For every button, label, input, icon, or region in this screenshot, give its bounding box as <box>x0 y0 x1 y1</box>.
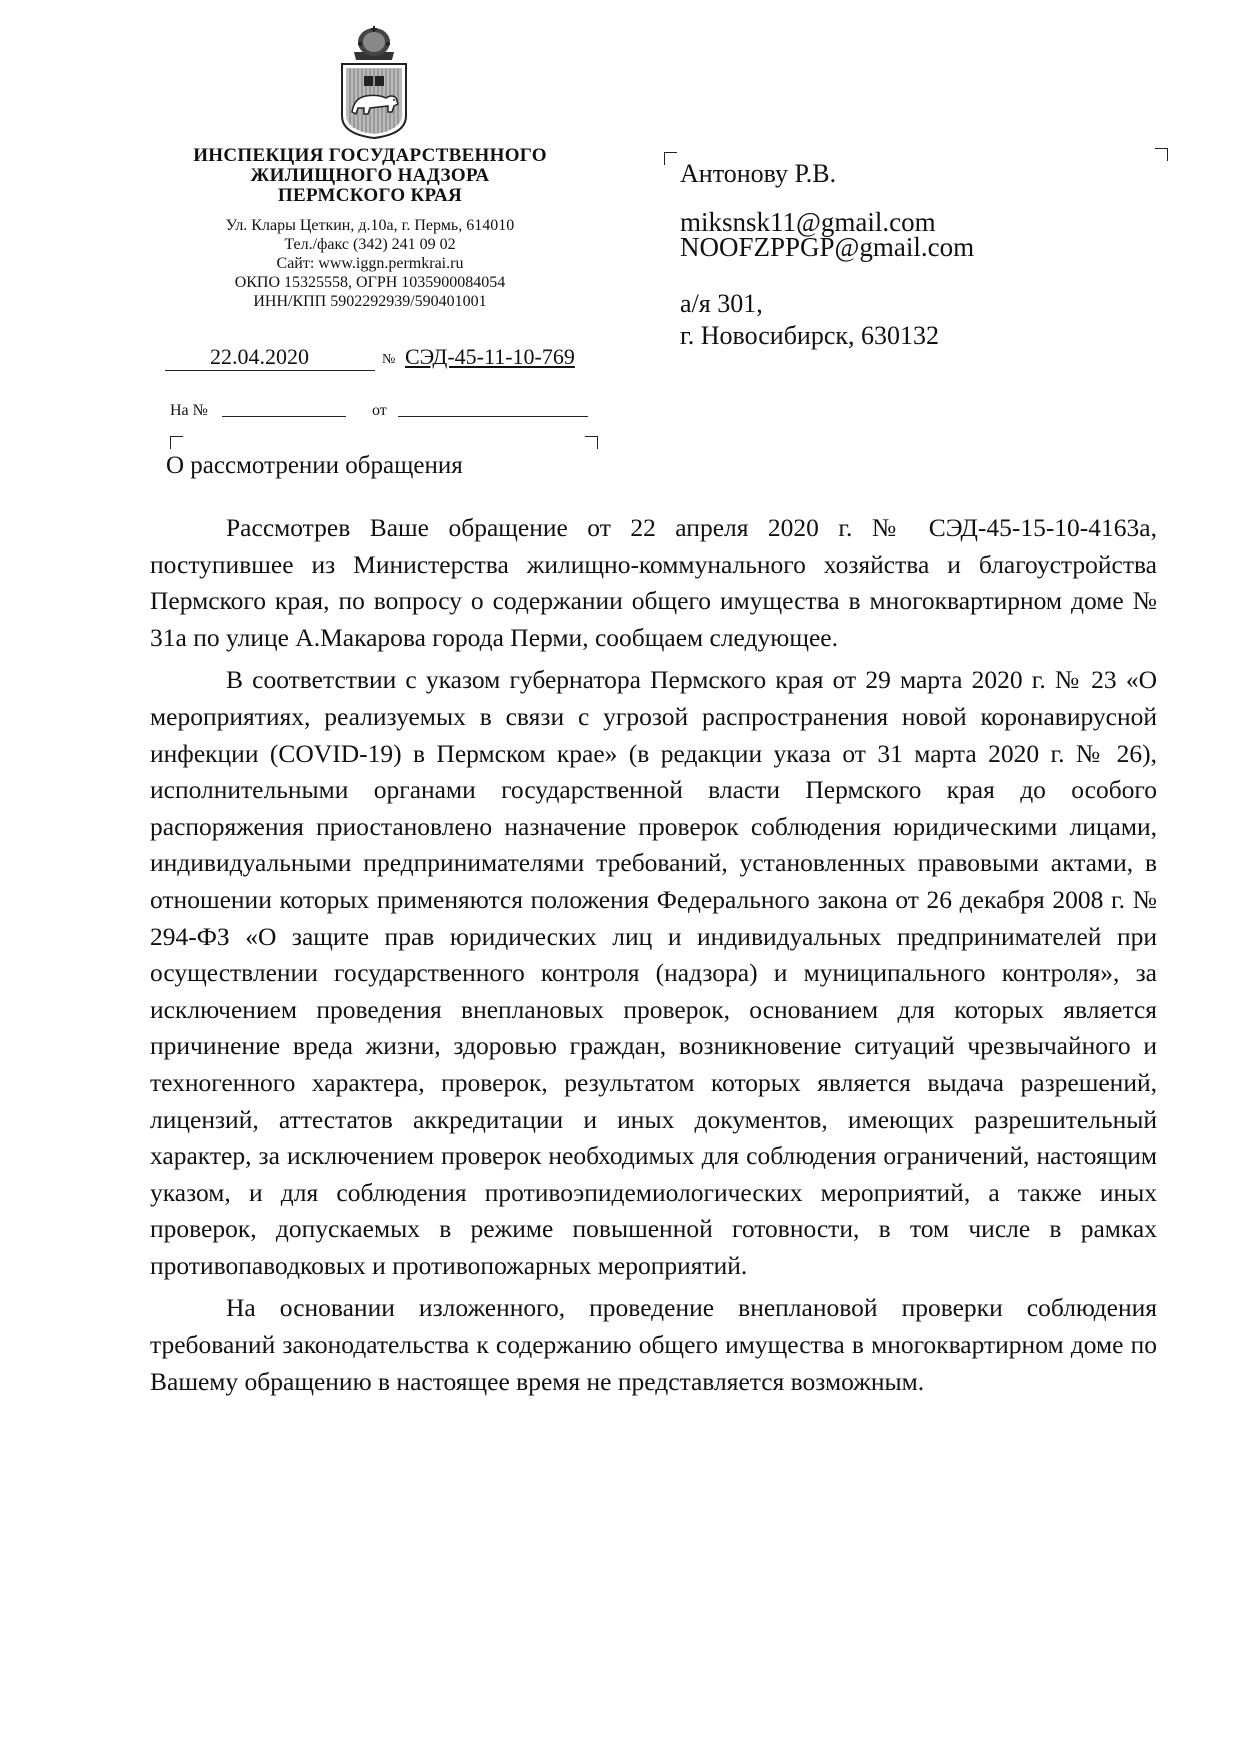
subject-title: О рассмотрении обращения <box>166 452 463 479</box>
coat-of-arms-emblem <box>338 20 410 140</box>
reply-from-date-line <box>398 416 588 417</box>
organization-header <box>160 146 580 311</box>
registration-number-label: № <box>382 352 396 367</box>
reply-to-number-label: На № <box>170 402 208 419</box>
subject-corner-right <box>585 436 598 449</box>
body-paragraph-3: На основании изложенного, проведение внеплановой проверки соблюдения требований законодательства к содержанию общего имущества в многоквартирном доме по Вашему обращению в настоящее время не представляется возможным. <box>150 1293 1157 1396</box>
recipient-corner-right <box>1155 148 1168 161</box>
letter-body <box>150 510 1157 1400</box>
organization-inn-kpp: ИНН/КПП 5902292939/590401001 <box>253 293 487 310</box>
registration-number: СЭД-45-11-10-769 <box>405 344 575 369</box>
shield-icon <box>342 64 406 138</box>
subject-corner-left <box>170 436 183 449</box>
reply-to-number-line <box>222 416 346 417</box>
organization-okpo-ogrn: ОКПО 15325558, ОГРН 1035900084054 <box>234 274 506 291</box>
registration-date-underline <box>165 370 375 371</box>
recipient-block <box>680 158 974 352</box>
organization-website: Сайт: www.iggn.permkrai.ru <box>276 255 464 272</box>
body-paragraph-2: В соответствии с указом губернатора Пермского края от 29 марта 2020 г. № 23 «О мероприятиях, реализуемых в связи с угрозой распространения новой коронавирусной инфекции (COVID-19) в Пермском крае» (в редакции указа от 31 марта 2020 г. № 26), исполнительными органами государственной власти Пермского края до особого распоряжения приостановлено назначение проверок соблюдения юридическими лицами, индивидуальными предпринимателями требований, установленных правовыми актами, в отношении которых применяются положения Федерального закона от 26 декабря 2008 г. № 294-ФЗ «О защите прав юридических лиц и индивидуальных предпринимателей при осуществлении государственного контроля (надзора) и муниципального контроля», за исключением проведения внеплановых проверок, основанием для которых является причинение вреда жизни, здоровью граждан, возникновение ситуаций чрезвычайного и техногенного характера, проверок, результатом которых является выдача разрешений, лицензий, аттестатов аккредитации и иных документов, имеющих разрешительный характер, за исключением проверок необходимых для соблюдения ограничений, настоящим указом, и для соблюдения противоэпидемиологических мероприятий, а также иных проверок, допускаемых в режиме повышенной готовности, в том числе в рамках противопаводковых и противопожарных мероприятий. <box>150 665 1157 1280</box>
recipient-email-1: miksnsk11@gmail.com <box>680 207 936 237</box>
organization-address: Ул. Клары Цеткин, д.10а, г. Пермь, 614010 <box>225 217 515 234</box>
reply-from-date-label: от <box>372 402 387 419</box>
recipient-corner-left <box>664 152 677 165</box>
organization-phone: Тел./факс (342) 241 09 02 <box>284 236 456 253</box>
registration-date: 22.04.2020 <box>210 344 309 369</box>
crown-icon <box>354 26 394 60</box>
organization-name-line-1: ИНСПЕКЦИЯ ГОСУДАРСТВЕННОГО <box>193 145 547 166</box>
organization-name-line-3: ПЕРМСКОГО КРАЯ <box>277 185 463 206</box>
recipient-city: г. Новосибирск, 630132 <box>680 321 940 350</box>
recipient-email-2: NOOFZPPGP@gmail.com <box>680 232 975 262</box>
organization-name-line-2: ЖИЛИЩНОГО НАДЗОРА <box>250 165 490 186</box>
recipient-name: Антонову Р.В. <box>680 159 837 188</box>
recipient-po-box: а/я 301, <box>680 289 763 318</box>
body-paragraph-1: Рассмотрев Ваше обращение от 22 апреля 2020 г. № СЭД-45-15-10-4163а, поступившее из Министерства жилищно-коммунального хозяйства и благоустройства Пермского края, по вопросу о содержании общего имущества в многоквартирном доме № 31а по улице А.Макарова города Перми, сообщаем следующее. <box>150 513 1157 652</box>
